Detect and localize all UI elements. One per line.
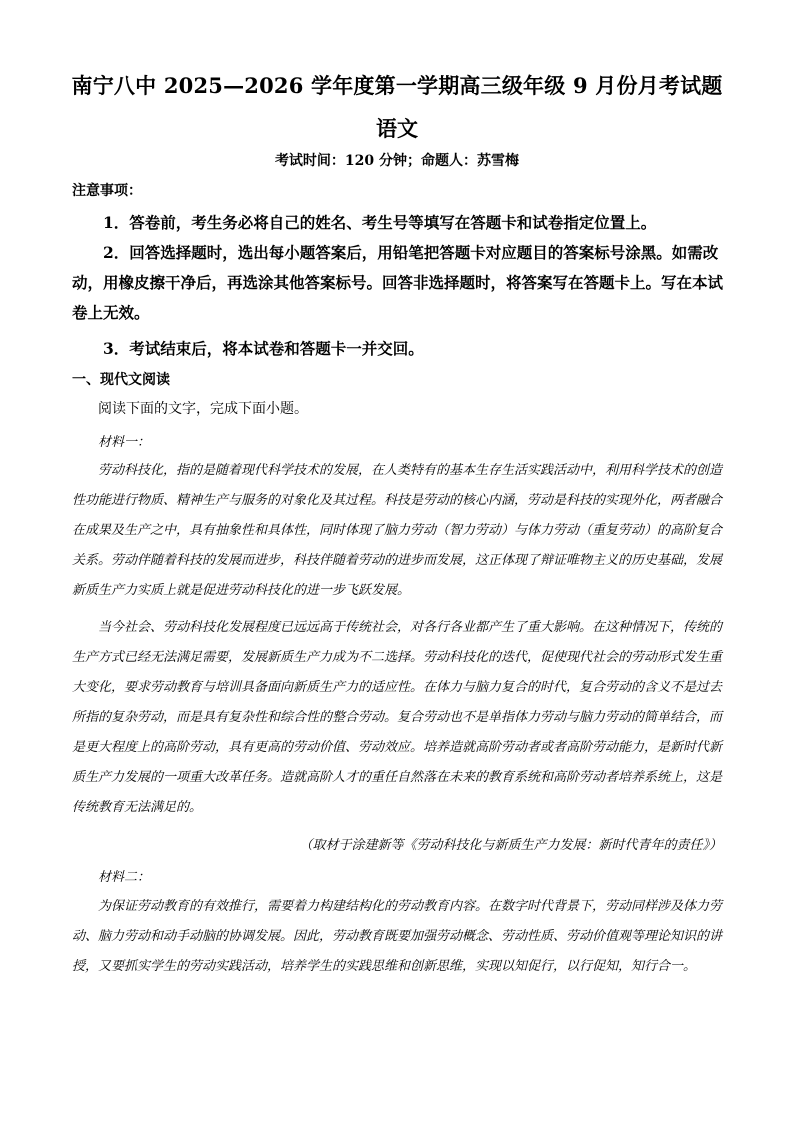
notice-item xyxy=(72,334,732,364)
notice-item xyxy=(72,208,732,238)
exam-title: 南宁八中 2025—2026 学年度第一学期高三级年级 9 月份月考试题 xyxy=(71,73,723,98)
section-heading: 一、现代文阅读 xyxy=(72,372,170,388)
paragraph-text: 为保证劳动教育的有效推行，需要着力构建结构化的劳动教育内容。在数字时代背景下，劳动同样涉及体力劳动、脑力劳动和动手动脑的协调发展。因此，劳动教育既要加强劳动概念、劳动性质、劳动价值观等理论知识的讲授，又要抓实学生的劳动实践活动，培养学生的实践思维和创新思维，实现以知促行，以行促知，知行合一。 xyxy=(72,899,723,974)
material-one-paragraph xyxy=(72,613,722,823)
material-two-paragraph xyxy=(72,892,722,982)
section-instruction: 阅读下面的文字，完成下面小题。 xyxy=(98,401,308,417)
material-one-label: 材料一： xyxy=(98,435,151,450)
notice-item-text: 2．回答选择题时，选出每小题答案后，用铅笔把答题卡对应题目的答案标号涂黑。如需改动，用橡皮擦干净后，再选涂其他答案标号。回答非选择题时，将答案写在答题卡上。写在本试卷上无效。 xyxy=(72,243,724,322)
exam-meta: 考试时间：120 分钟；命题人：苏雪梅 xyxy=(274,153,520,169)
notice-item xyxy=(72,238,732,328)
material-one-paragraph xyxy=(72,456,722,606)
notice-item-text: 1．答卷前，考生务必将自己的姓名、考生号等填写在答题卡和试卷指定位置上。 xyxy=(103,213,657,232)
exam-subject: 语文 xyxy=(376,116,418,141)
notice-heading: 注意事项： xyxy=(72,183,142,199)
paragraph-text: 劳动科技化，指的是随着现代科学技术的发展，在人类特有的基本生存生活实践活动中，利用科学技术的创造性功能进行物质、精神生产与服务的对象化及其过程。科技是劳动的核心内涵，劳动是科技的实现外化，两者融合在成果及生产之中，具有抽象性和具体性，同时体现了脑力劳动（智力劳动）与体力劳动（重复劳动）的高阶复合关系。劳动伴随着科技的发展而进步，科技伴随着劳动的进步而发展，这正体现了辩证唯物主义的历史基础，发展新质生产力实质上就是促进劳动科技化的进一步飞跃发展。 xyxy=(72,463,723,598)
paragraph-text: 当今社会、劳动科技化发展程度已远远高于传统社会，对各行各业都产生了重大影响。在这种情况下，传统的生产方式已经无法满足需要，发展新质生产力成为不二选择。劳动科技化的迭代，促使现代社会的劳动形式发生重大变化，要求劳动教育与培训具备面向新质生产力的适应性。在体力与脑力复合的时代，复合劳动的含义不是过去所指的复杂劳动，而是具有复杂性和综合性的整合劳动。复合劳动也不是单指体力劳动与脑力劳动的简单结合，而是更大程度上的高阶劳动，具有更高的劳动价值、劳动效应。培养造就高阶劳动者或者高阶劳动能力，是新时代新质生产力发展的一项重大改革任务。造就高阶人才的重任自然落在未来的教育系统和高阶劳动者培养系统上，这是传统教育无法满足的。 xyxy=(72,620,723,815)
material-one-source: （取材于涂建新等《劳动科技化与新质生产力发展：新时代青年的责任》） xyxy=(299,838,722,853)
notice-item-text: 3．考试结束后，将本试卷和答题卡一并交回。 xyxy=(103,339,424,358)
material-two-label: 材料二： xyxy=(98,870,151,885)
